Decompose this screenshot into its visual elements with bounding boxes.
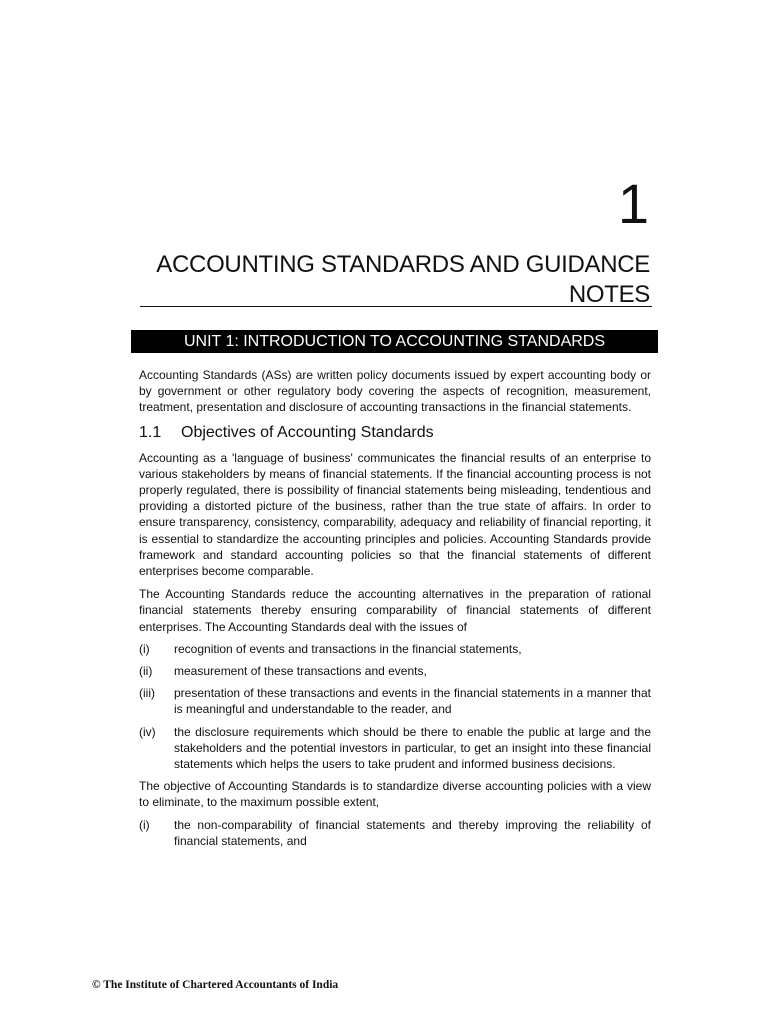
list-text: the disclosure requirements which should be there to enable the public at large and the stakeholders and the potential investors in particular, to get an insight into these financial statements which helps the users to take prudent and informed business decisions. — [174, 724, 651, 772]
list-item — [139, 663, 651, 679]
list-text: the non-comparability of financial statements and thereby improving the reliability of financial statements, and — [174, 817, 651, 848]
list-marker: (iii) — [139, 686, 155, 701]
unit-banner: UNIT 1: INTRODUCTION TO ACCOUNTING STANDARDS — [131, 330, 658, 353]
list-marker: (ii) — [139, 664, 153, 679]
chapter-number: 1 — [617, 172, 649, 235]
section-title: Objectives of Accounting Standards — [181, 423, 434, 441]
list-marker: (i) — [139, 817, 150, 832]
list-marker: (iv) — [139, 724, 156, 739]
section-heading — [139, 423, 651, 443]
list-text: presentation of these transactions and events in the financial statements in a manner that is meaningful and understandable to the reader, and — [174, 686, 651, 717]
paragraph: The Accounting Standards reduce the accounting alternatives in the preparation of rational financial statements thereby ensuring comparability of financial statements of different enterprises. The Accounting Standards deal with the issues of — [139, 587, 651, 634]
list-marker: (i) — [139, 641, 150, 656]
section-number: 1.1 — [139, 423, 162, 441]
list-item — [139, 641, 651, 657]
list-text: recognition of events and transactions in the financial statements, — [174, 641, 522, 656]
list-item — [139, 685, 651, 717]
document-body — [139, 367, 651, 855]
list-item — [139, 724, 651, 773]
chapter-title: ACCOUNTING STANDARDS AND GUIDANCE NOTES — [156, 251, 650, 308]
intro-paragraph: Accounting Standards (ASs) are written policy documents issued by expert accounting body or by government or other regulatory body covering the aspects of recognition, measurement, treatment, presentation and disclosure of accounting transactions in the financial statements. — [139, 368, 651, 415]
paragraph: The objective of Accounting Standards is to standardize diverse accounting policies with a view to eliminate, to the maximum possible extent, — [139, 779, 651, 810]
list-text: measurement of these transactions and events, — [174, 664, 427, 679]
paragraph: Accounting as a 'language of business' communicates the financial results of an enterprise to various stakeholders by means of financial statements. If the financial accounting process is not properly regulated, there is possibility of financial statements being misleading, tendentious and providing a distorted picture of the business, rather than the true state of affairs. In order to ensure transparency, consistency, comparability, adequacy and reliability of financial reporting, it is essential to standardize the accounting principles and policies. Accounting Standards provide framework and standard accounting policies so that the financial statements of different enterprises become comparable. — [139, 450, 651, 579]
list-item — [139, 817, 651, 849]
copyright-footer: © The Institute of Chartered Accountants of India — [92, 979, 339, 991]
title-divider — [140, 306, 652, 307]
